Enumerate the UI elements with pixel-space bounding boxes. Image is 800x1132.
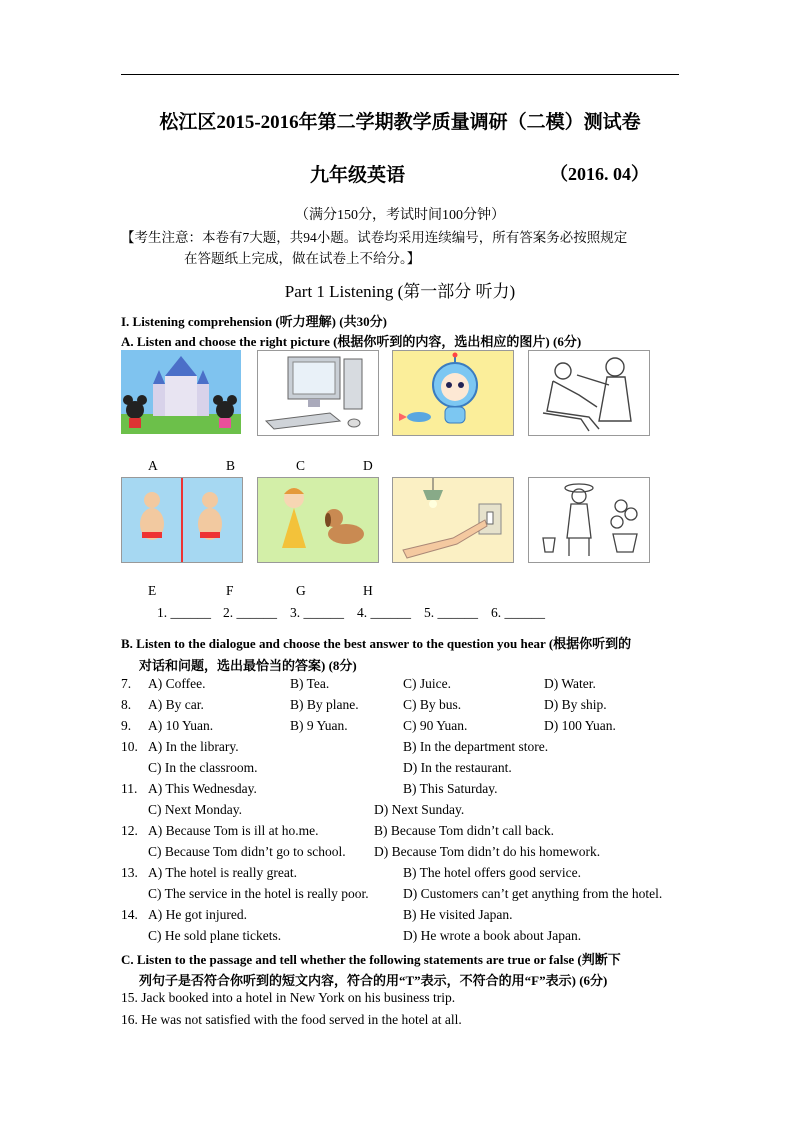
option-d: D) In the restaurant. — [403, 760, 512, 775]
option-a: A) He got injured. — [148, 907, 247, 922]
option-d: D) He wrote a book about Japan. — [403, 928, 582, 943]
option-d: D) By ship. — [544, 697, 607, 712]
sectionC-title-line1: C. Listen to the passage and tell whether the following statements are true or false (判断下 — [121, 952, 621, 967]
option-a: A) The hotel is really great. — [148, 865, 297, 880]
option-a: A) Because Tom is ill at ho.me. — [148, 823, 319, 838]
question-number: 9. — [121, 718, 132, 733]
option-c: C) He sold plane tickets. — [148, 928, 282, 943]
answer-blank-1: 1. ______ — [157, 605, 211, 620]
option-a: A) 10 Yuan. — [148, 718, 214, 733]
option-c: C) Next Monday. — [148, 802, 242, 817]
exam-date: （2016. 04） — [550, 164, 649, 184]
option-d: D) Water. — [544, 676, 596, 691]
light-switch-icon — [392, 477, 514, 563]
sectionB-title-line2: 对话和问题，选出最恰当的答案) (8分) — [139, 658, 357, 673]
option-b: B) By plane. — [290, 697, 359, 712]
exam-subtitle: 九年级英语 — [310, 165, 406, 186]
notice-line-1: 【考生注意：本卷有7大题，共94小题。试卷均采用连续编号，所有答案务必按照规定 — [121, 230, 628, 245]
picture-label-a: A — [148, 458, 158, 473]
part1-title: Part 1 Listening (第一部分 听力) — [284, 282, 516, 301]
option-d: D) 100 Yuan. — [544, 718, 616, 733]
option-c: C) The service in the hotel is really poor. — [148, 886, 369, 901]
astronaut-cartoon-icon — [392, 350, 514, 436]
option-a: A) In the library. — [148, 739, 239, 754]
answer-blank-2: 2. ______ — [223, 605, 277, 620]
question-number: 11. — [121, 781, 138, 796]
question-number: 14. — [121, 907, 138, 922]
question-number: 12. — [121, 823, 138, 838]
gardener-icon — [528, 477, 650, 563]
exam-title: 松江区2015-2016年第二学期教学质量调研（二模）测试卷 — [159, 112, 641, 133]
question-number: 8. — [121, 697, 132, 712]
option-a: A) By car. — [148, 697, 204, 712]
answer-blank-4: 4. ______ — [357, 605, 411, 620]
sectionC-title-line2: 列句子是否符合你听到的短文内容，符合的用“T”表示，不符合的用“F”表示) (6分) — [139, 973, 608, 988]
option-b: B) Tea. — [290, 676, 330, 691]
option-b: B) Because Tom didn’t call back. — [374, 823, 555, 838]
picture-label-c: C — [296, 458, 306, 473]
answer-blank-5: 5. ______ — [424, 605, 478, 620]
statement-15: 15. Jack booked into a hotel in New York on his business trip. — [121, 990, 456, 1005]
dentist-icon — [528, 350, 650, 436]
sectionA-title: A. Listen and choose the right picture (根据你听到的内容，选出相应的图片) (6分) — [121, 334, 582, 349]
answer-blank-6: 6. ______ — [491, 605, 545, 620]
option-c: C) Because Tom didn’t go to school. — [148, 844, 346, 859]
computer-icon — [257, 350, 379, 436]
option-d: D) Next Sunday. — [374, 802, 465, 817]
score-info: （满分150分，考试时间100分钟） — [295, 208, 505, 223]
question-number: 7. — [121, 676, 132, 691]
picture-label-b: B — [226, 458, 236, 473]
option-b: B) In the department store. — [403, 739, 549, 754]
option-c: C) Juice. — [403, 676, 451, 691]
option-b: B) 9 Yuan. — [290, 718, 348, 733]
option-a: A) This Wednesday. — [148, 781, 257, 796]
notice-line-2: 在答题纸上完成，做在试卷上不给分。】 — [184, 251, 421, 266]
sectionB-title-line1: B. Listen to the dialogue and choose the best answer to the question you hear (根据你听到的 — [121, 636, 632, 651]
answer-blank-3: 3. ______ — [290, 605, 344, 620]
castle-cartoon-icon — [121, 350, 241, 434]
statement-16: 16. He was not satisfied with the food served in the hotel at all. — [121, 1012, 462, 1027]
option-b: B) This Saturday. — [403, 781, 498, 796]
option-c: C) 90 Yuan. — [403, 718, 468, 733]
question-number: 13. — [121, 865, 138, 880]
picture-label-e: E — [148, 583, 157, 598]
section1-title: I. Listening comprehension (听力理解) (共30分) — [121, 314, 387, 329]
top-rule — [121, 74, 679, 75]
option-b: B) The hotel offers good service. — [403, 865, 581, 880]
option-d: D) Because Tom didn’t do his homework. — [374, 844, 601, 859]
swimming-icon — [121, 477, 243, 563]
picture-label-f: F — [226, 583, 234, 598]
picture-label-g: G — [296, 583, 306, 598]
picture-label-h: H — [363, 583, 373, 598]
girl-dog-icon — [257, 477, 379, 563]
option-b: B) He visited Japan. — [403, 907, 513, 922]
option-d: D) Customers can’t get anything from the hotel. — [403, 886, 663, 901]
picture-label-d: D — [363, 458, 373, 473]
option-c: C) In the classroom. — [148, 760, 258, 775]
option-c: C) By bus. — [403, 697, 462, 712]
option-a: A) Coffee. — [148, 676, 206, 691]
question-number: 10. — [121, 739, 138, 754]
